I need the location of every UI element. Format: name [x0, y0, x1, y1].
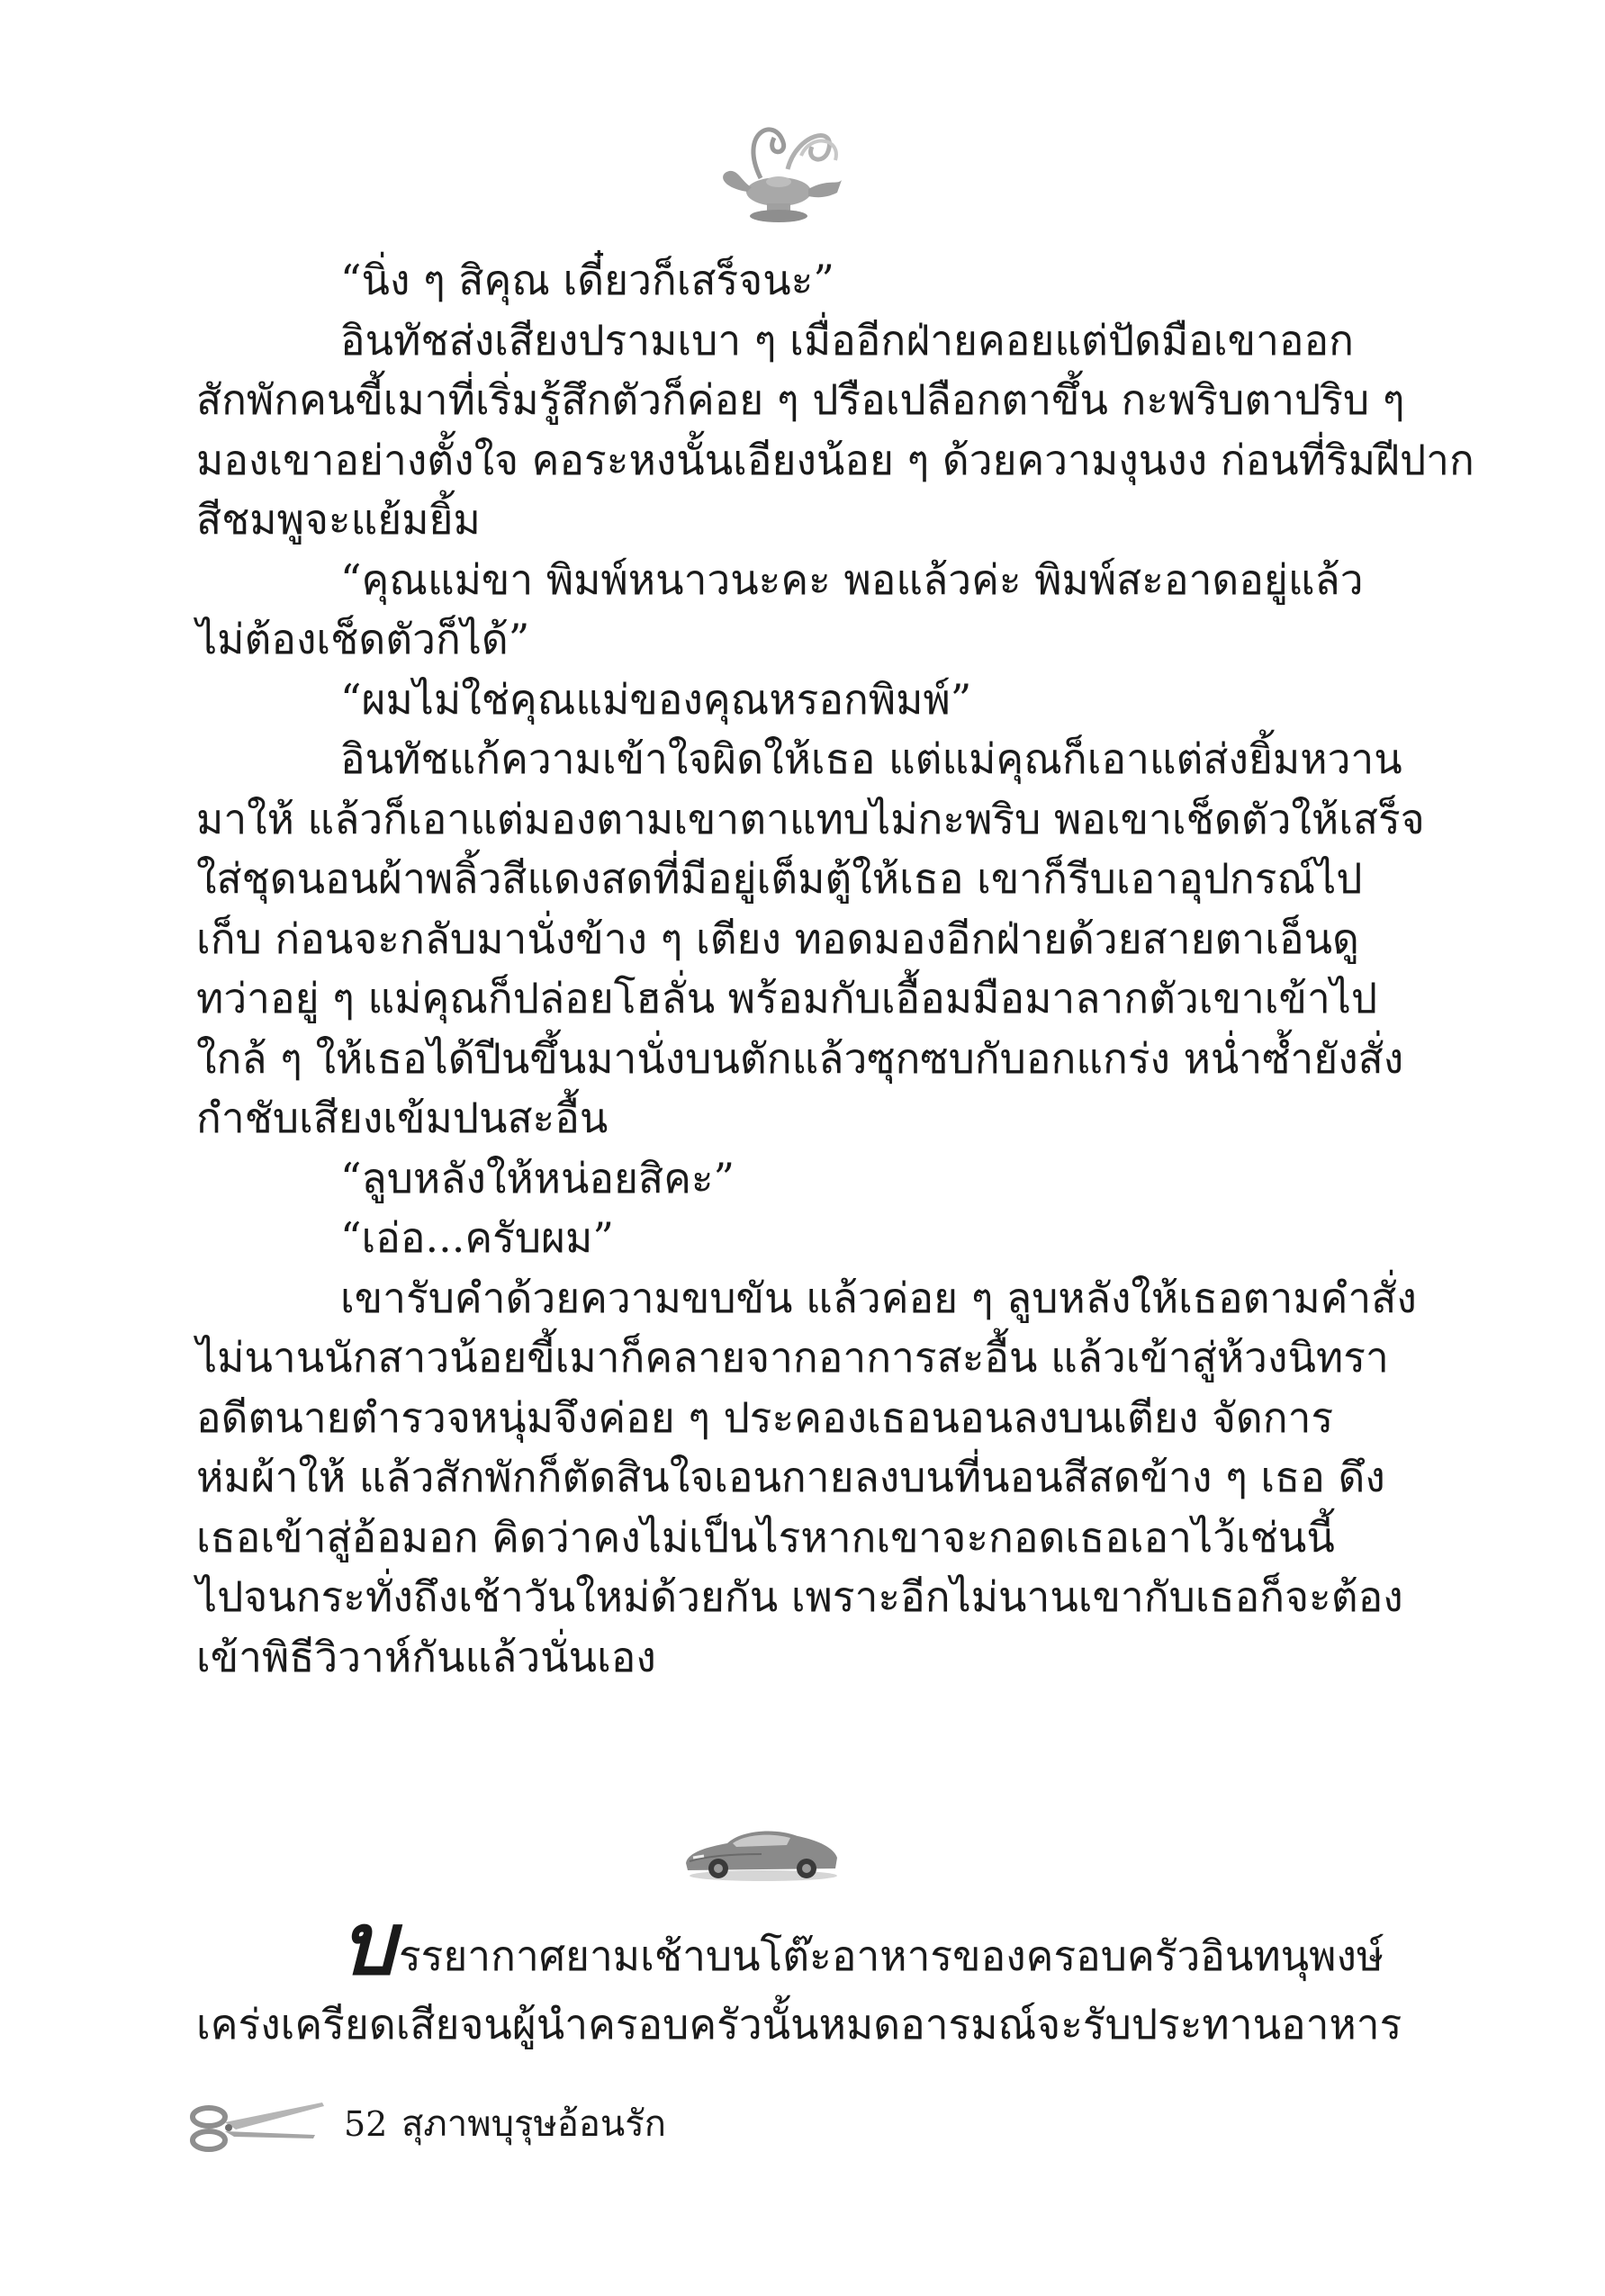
paragraph-line: อินทัชแก้ความเข้าใจผิดให้เธอ แต่แม่คุณก็เอาแต่ส่งยิ้มหวาน — [340, 734, 1402, 783]
scene-second-line: เคร่งเครียดเสียจนผู้นำครอบครัวนั้นหมดอารมณ์จะรับประทานอาหาร — [196, 2000, 1402, 2048]
book-title: สุภาพบุรุษอ้อนรัก — [401, 2103, 666, 2145]
paragraph-line: มาให้ แล้วก็เอาแต่มองตามเขาตาแทบไม่กะพริบ พอเขาเช็ดตัวให้เสร็จ — [196, 794, 1425, 843]
drop-cap: บ — [340, 1893, 395, 1994]
paragraph-line: ไม่นานนักสาวน้อยขี้เมาก็คลายจากอาการสะอื้น แล้วเข้าสู่ห้วงนิทรา — [196, 1333, 1389, 1382]
page-number: 52 — [344, 2104, 388, 2144]
scene-opening — [196, 1893, 1402, 2059]
paragraph-line: “คุณแม่ขา พิมพ์หนาวนะคะ พอแล้วค่ะ พิมพ์สะอาดอยู่แล้ว — [340, 554, 1364, 604]
paragraph-line: เข้าพิธีวิวาห์กันแล้วนั่นเอง — [196, 1632, 656, 1681]
paragraph-line: ใกล้ ๆ ให้เธอได้ปีนขึ้นมานั่งบนตักแล้วซุกซบกับอกแกร่ง หน่ำซ้ำยังสั่ง — [196, 1033, 1404, 1083]
paragraph-line: กำชับเสียงเข้มปนสะอื้น — [196, 1094, 609, 1142]
paragraph-line: สักพักคนขี้เมาที่เริ่มรู้สึกตัวก็ค่อย ๆ ปรือเปลือกตาขึ้น กะพริบตาปริบ ๆ — [196, 375, 1405, 424]
paragraph-line: เก็บ ก่อนจะกลับมานั่งข้าง ๆ เตียง ทอดมองอีกฝ่ายด้วยสายตาเอ็นดู — [196, 914, 1359, 963]
paragraph-line: ไม่ต้องเช็ดตัวก็ได้” — [196, 615, 530, 663]
paragraph-line: สีชมพูจะแย้มยิ้ม — [196, 495, 481, 544]
paragraph-line: “เอ่อ...ครับผม” — [340, 1213, 614, 1262]
paragraph-line: เธอเข้าสู่อ้อมอก คิดว่าคงไม่เป็นไรหากเขาจะกอดเธอเอาไว้เช่นนี้ — [196, 1512, 1335, 1562]
paragraph-line: ใส่ชุดนอนผ้าพลิ้วสีแดงสดที่มีอยู่เต็มตู้ให้เธอ เขาก็รีบเอาอุปกรณ์ไป — [196, 854, 1363, 903]
car-icon — [681, 1816, 843, 1888]
scene-first-line — [196, 1893, 1384, 1994]
body-text — [196, 250, 1474, 1687]
paragraph-line: “ลูบหลังให้หน่อยสิคะ” — [340, 1153, 735, 1202]
paragraph-line: มองเขาอย่างตั้งใจ คอระหงนั้นเอียงน้อย ๆ ด้วยความงุนงง ก่อนที่ริมฝีปาก — [196, 435, 1474, 484]
scene-first-line-text: รรยากาศยามเช้าบนโต๊ะอาหารของครอบครัวอินทนุพงษ์ — [398, 1931, 1384, 1980]
paragraph-line: ห่มผ้าให้ แล้วสักพักก็ตัดสินใจเอนกายลงบนที่นอนสีสดข้าง ๆ เธอ ดึง — [196, 1453, 1385, 1501]
paragraph-line: อดีตนายตำรวจหนุ่มจึงค่อย ๆ ประคองเธอนอนลงบนเตียง จัดการ — [196, 1392, 1334, 1442]
paragraph-line: “ผมไม่ใช่คุณแม่ของคุณหรอกพิมพ์” — [340, 674, 972, 724]
paragraph-line: ไปจนกระทั่งถึงเช้าวันใหม่ด้วยกัน เพราะอีกไม่นานเขากับเธอก็จะต้อง — [196, 1572, 1403, 1621]
scissors-icon — [189, 2095, 324, 2158]
genie-lamp-icon — [711, 115, 846, 232]
paragraph-line: เขารับคำด้วยความขบขัน แล้วค่อย ๆ ลูบหลังให้เธอตามคำสั่ง — [340, 1273, 1417, 1322]
paragraph-line: “นิ่ง ๆ สิคุณ เดี๋ยวก็เสร็จนะ” — [340, 256, 834, 304]
page-footer — [189, 2090, 819, 2162]
paragraph-line: ทว่าอยู่ ๆ แม่คุณก็ปล่อยโฮลั่น พร้อมกับเอื้อมมือมาลากตัวเขาเข้าไป — [196, 974, 1378, 1022]
paragraph-line: อินทัชส่งเสียงปรามเบา ๆ เมื่ออีกฝ่ายคอยแต่ปัดมือเขาออก — [340, 315, 1355, 365]
